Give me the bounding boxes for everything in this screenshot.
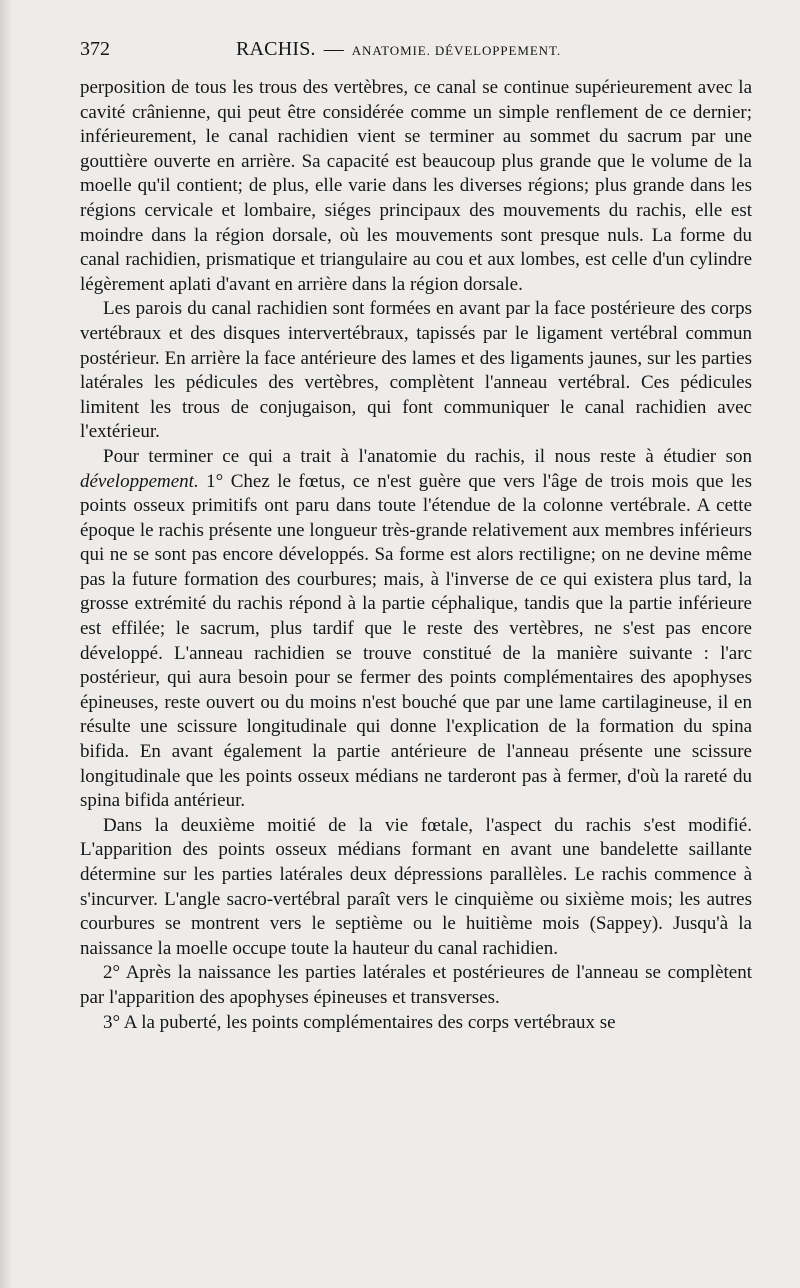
paragraph-canal-continuation: perposition de tous les trous des vertèbres, ce canal se continue supérieurement avec la cavité crânienne, qui peut être considérée comme un simple renflement de ce dernier; inférieurement, le canal rachidien vient se terminer au sommet du sacrum par une gouttière ouverte en arrière. Sa capacité est beaucoup plus grande que le volume de la moelle qu'il contient; de plus, elle varie dans les diverses régions; plus grande dans les régions cervicale et lombaire, siéges principaux des mouvements du rachis, elle est moindre dans la région dorsale, où les mouvements sont presque nuls. La forme du canal rachidien, prismatique et triangulaire au cou et aux lombes, est celle d'un cylindre légèrement aplati d'avant en arrière dans la région dorsale. [80,77,752,295]
running-title: RACHIS. [236,38,316,60]
development-italic-term: développement. [80,470,199,492]
development-body: 1° Chez le fœtus, ce n'est guère que vers l'âge de trois mois que les points osseux primitifs ont paru dans toute l'étendue de la colonne vertébrale. A cette époque le rachis présente une longueur très-grande relativement aux membres inférieurs qui ne se sont pas encore développés. Sa forme est alors rectiligne; on ne devine même pas la future formation des courbures; mais, à l'inverse de ce qui existera plus tard, la grosse extrémité du rachis répond à la partie céphalique, tandis que la partie inférieure est effilée; le sacrum, plus tardif que le reste des vertèbres, ne s'est pas encore développé. L'anneau rachidien se trouve constitué de la manière suivante : l'arc postérieur, qui aura besoin pour se fermer des points complémentaires des apophyses épineuses, reste ouvert ou du moins n'est bouché que par une lame cartilagineuse, il en résulte une scissure longitudinale qui donne l'explication de la formation du spina bifida. En avant également la partie antérieure de l'anneau présente une scissure longitudinale que les points osseux médians ne tarderont pas à fermer, d'où la rareté du spina bifida antérieur. [80,470,752,812]
paragraph-puberty: 3° A la puberté, les points complémentaires des corps vertébraux se [103,1011,616,1033]
body-text [80,76,752,1035]
page-gutter-shadow [0,0,12,1288]
running-header [80,38,752,74]
paragraph-fetal-second-half: Dans la deuxième moitié de la vie fœtale, l'aspect du rachis s'est modifié. L'apparition des points osseux médians formant en avant une bandelette saillante détermine sur les parties latérales deux dépressions parallèles. Le rachis commence à s'incurver. L'angle sacro-vertébral paraît vers le cinquième ou sixième mois; les autres courbures se montrent vers le septième ou le huitième mois (Sappey). Jusqu'à la naissance la moelle occupe toute la hauteur du canal rachidien. [80,814,752,959]
paragraph-development [80,445,752,814]
page-number: 372 [80,38,110,60]
development-intro: Pour terminer ce qui a trait à l'anatomie du rachis, il nous reste à étudier son [103,445,752,467]
paragraph-canal-walls: Les parois du canal rachidien sont formées en avant par la face postérieure des corps vertébraux et des disques intervertébraux, tapissés par le ligament vertébral commun postérieur. En arrière la face antérieure des lames et des ligaments jaunes, sur les parties latérales les pédicules des vertèbres, complètent l'anneau vertébral. Ces pédicules limitent les trous de conjugaison, qui font communiquer le canal rachidien avec l'extérieur. [80,298,752,443]
paragraph-after-birth: 2° Après la naissance les parties latérales et postérieures de l'anneau se complètent par l'apparition des apophyses épineuses et transverses. [80,962,752,1008]
running-subtitle: ANATOMIE. DÉVELOPPEMENT. [351,43,561,58]
header-dash: — [323,38,344,60]
